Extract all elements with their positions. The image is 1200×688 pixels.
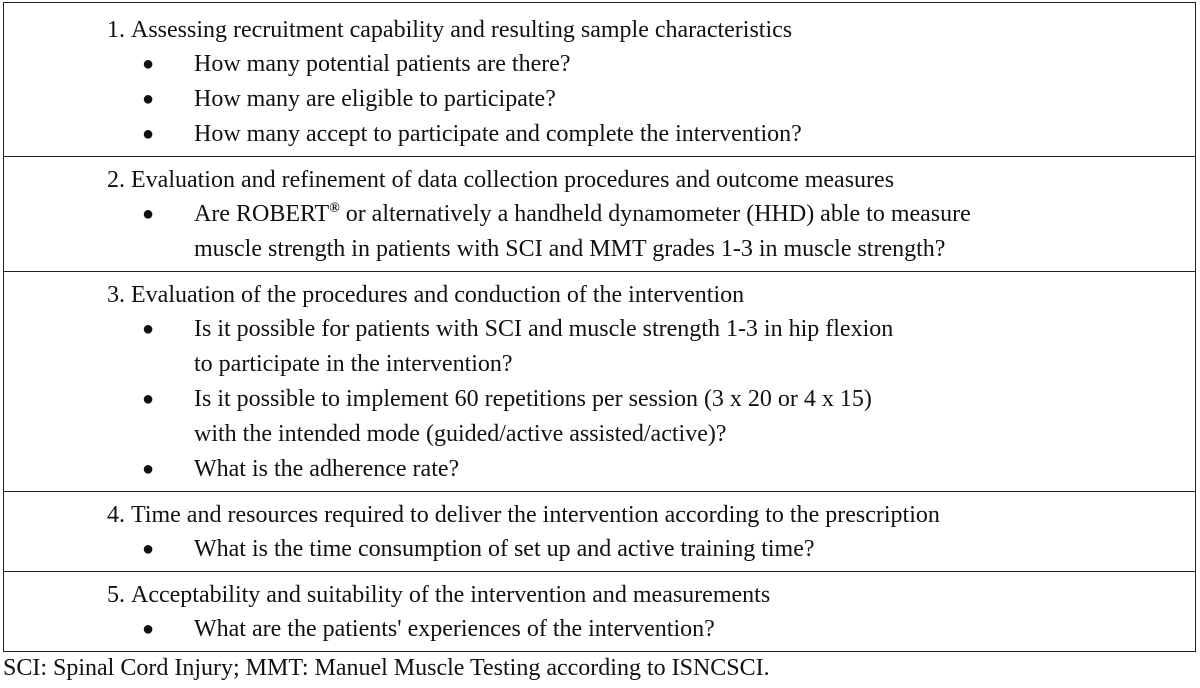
bullet-icon: ● [142,318,155,340]
bullet-item [4,197,1195,267]
bullet-icon: ● [142,203,155,225]
bullet-text: How many potential patients are there? [194,51,571,77]
section-title: Time and resources required to deliver the intervention according to the prescription [131,502,940,528]
section-1 [4,3,1195,156]
bullet-item [4,312,1195,382]
section-title: Assessing recruitment capability and resulting sample characteristics [131,17,793,43]
bullet-item [4,47,1195,82]
bullet-icon: ● [142,388,155,410]
bullet-item [4,82,1195,117]
section-number: 1. [107,17,125,43]
section-heading [4,278,1195,312]
bullet-text-part: or alternatively a handheld dynamometer (HHD) able to measure [339,201,971,227]
bullet-icon: ● [142,538,155,560]
bullet-text: What is the time consumption of set up and active training time? [194,536,815,562]
section-title: Evaluation and refinement of data collection procedures and outcome measures [131,167,895,193]
objectives-table [3,2,1196,652]
section-heading [4,163,1195,197]
section-number: 3. [107,282,125,308]
bullet-text-part: Are ROBERT [194,201,330,227]
bullet-icon: ● [142,618,155,640]
bullet-text-line: Is it possible to implement 60 repetitions per session (3 x 20 or 4 x 15) [194,386,872,412]
bullet-text-line [194,197,971,232]
section-heading [4,578,1195,612]
bullet-text-line: Is it possible for patients with SCI and muscle strength 1-3 in hip flexion [194,316,894,342]
section-2 [4,156,1195,271]
section-number: 5. [107,582,125,608]
bullet-item [4,612,1195,647]
bullet-item [4,382,1195,452]
bullet-text-line: muscle strength in patients with SCI and MMT grades 1-3 in muscle strength? [194,236,946,262]
bullet-item [4,532,1195,567]
section-number: 2. [107,167,125,193]
bullet-icon: ● [142,53,155,75]
section-title: Acceptability and suitability of the intervention and measurements [131,582,771,608]
section-title: Evaluation of the procedures and conduction of the intervention [131,282,745,308]
bullet-text: What is the adherence rate? [194,456,460,482]
bullet-icon: ● [142,88,155,110]
bullet-text-line: with the intended mode (guided/active assisted/active)? [194,421,727,447]
bullet-item [4,117,1195,152]
registered-mark: ® [329,201,340,216]
section-3 [4,271,1195,491]
bullet-text: What are the patients' experiences of the intervention? [194,616,715,642]
section-heading [4,498,1195,532]
bullet-item [4,452,1195,487]
bullet-icon: ● [142,123,155,145]
section-5 [4,571,1195,651]
section-number: 4. [107,502,125,528]
bullet-text: How many accept to participate and complete the intervention? [194,121,802,147]
section-heading [4,13,1195,47]
bullet-text: How many are eligible to participate? [194,86,556,112]
bullet-icon: ● [142,458,155,480]
table-footnote: SCI: Spinal Cord Injury; MMT: Manuel Muscle Testing according to ISNCSCI. [3,655,770,681]
bullet-text-line: to participate in the intervention? [194,351,513,377]
section-4 [4,491,1195,571]
